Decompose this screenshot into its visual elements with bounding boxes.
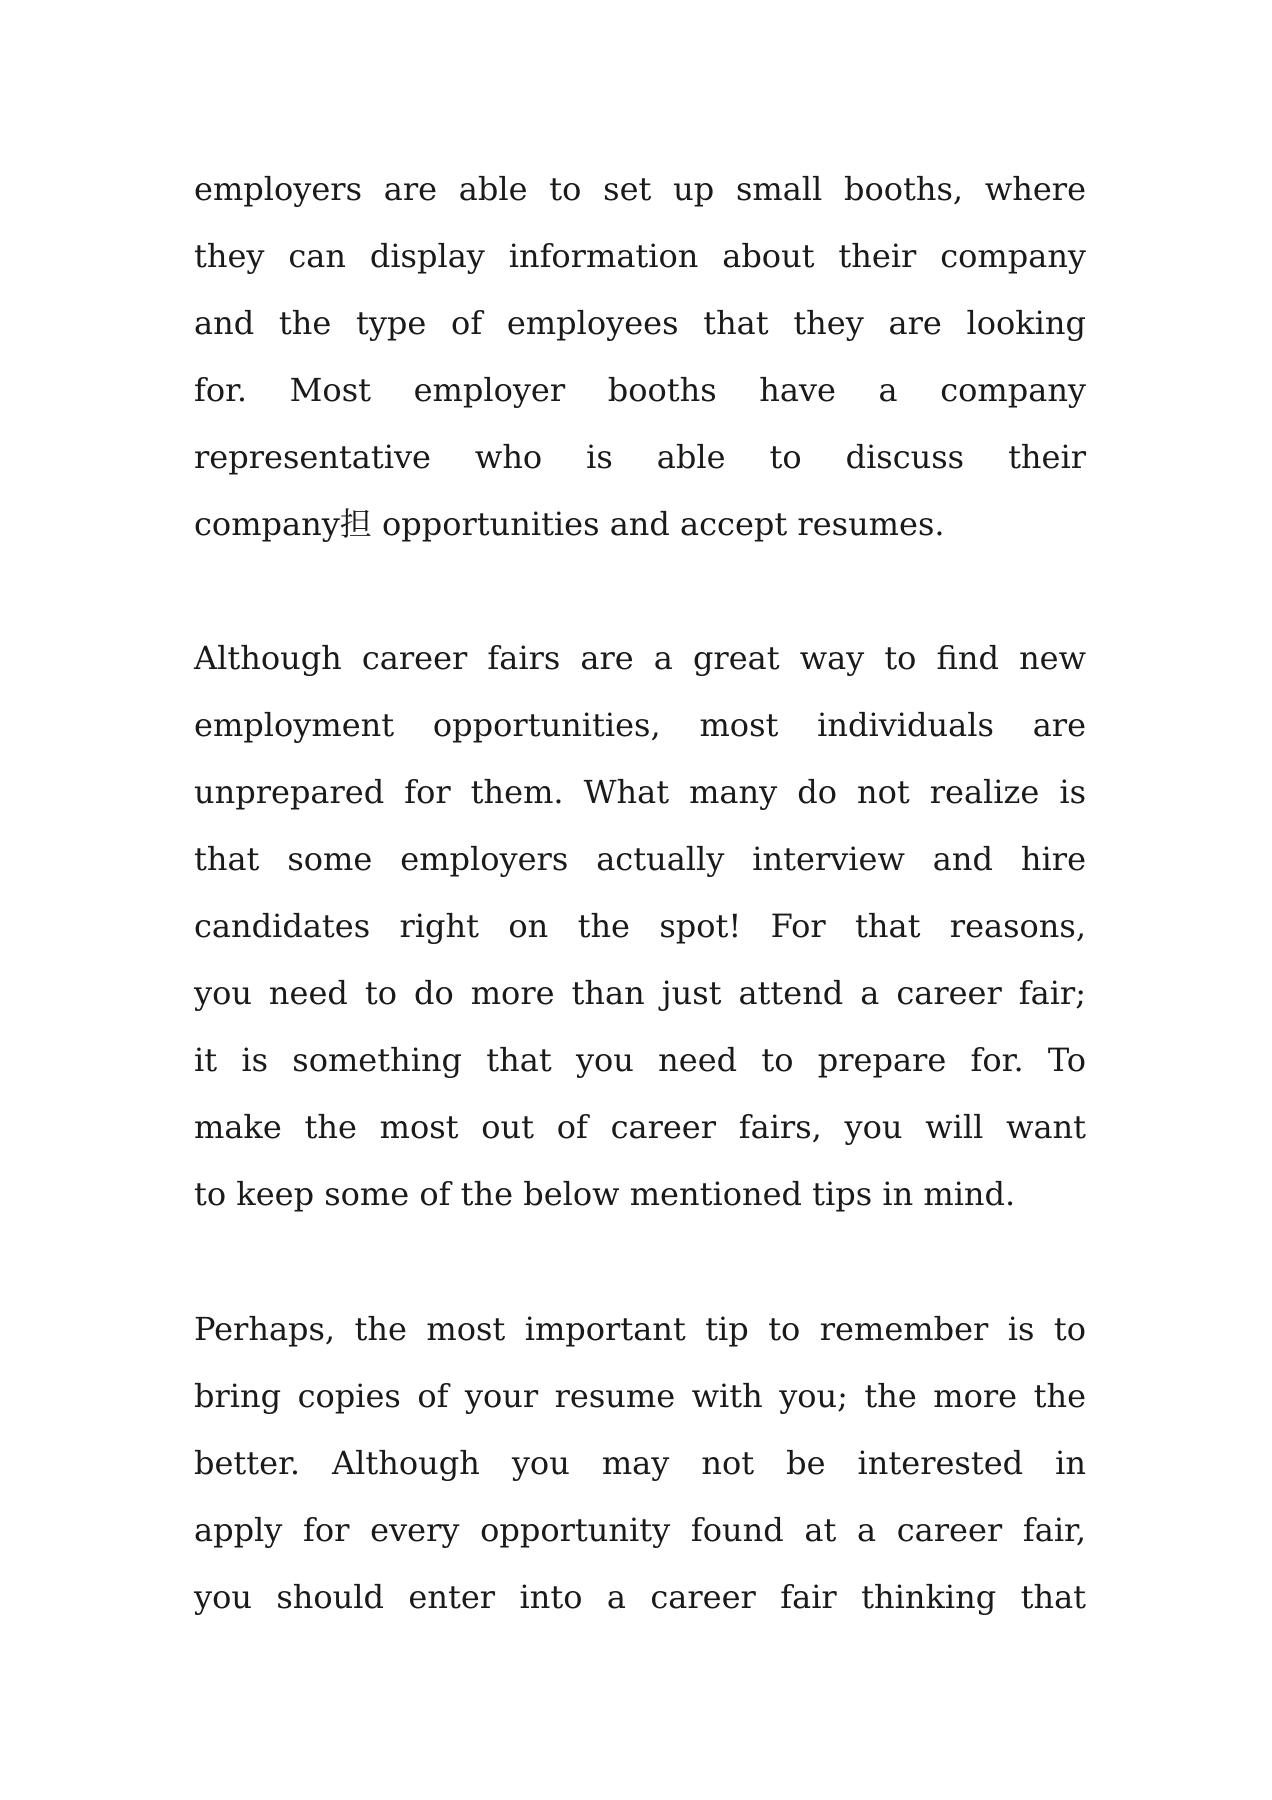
text-line: you should enter into a career fair thinking that [194, 1578, 1086, 1616]
text-line: it is something that you need to prepare for. To [194, 1041, 1086, 1079]
text-line: to keep some of the below mentioned tips in mind. [194, 1175, 1016, 1213]
text-line: you need to do more than just attend a career fair; [194, 974, 1086, 1012]
text-line: make the most out of career fairs, you will want [194, 1108, 1086, 1146]
text-line: bring copies of your resume with you; the more the [194, 1377, 1086, 1415]
text-line: employment opportunities, most individuals are [194, 706, 1086, 744]
paragraph-resume-tip [194, 1296, 1086, 1631]
text-line: representative who is able to discuss their [194, 438, 1086, 476]
text-line: employers are able to set up small booths, where [194, 170, 1086, 208]
text-line: unprepared for them. What many do not realize is [194, 773, 1086, 811]
text-line: that some employers actually interview and hire [194, 840, 1086, 878]
text-line: better. Although you may not be interested in [194, 1444, 1086, 1482]
text-line: Although career fairs are a great way to find new [194, 639, 1086, 677]
paragraph-booths [194, 156, 1086, 558]
text-line: apply for every opportunity found at a career fair, [194, 1511, 1086, 1549]
text-line: Perhaps, the most important tip to remember is to [194, 1310, 1086, 1348]
text-line: for. Most employer booths have a company [194, 371, 1086, 409]
text-line: company担 opportunities and accept resumes. [194, 505, 945, 543]
paragraph-preparation [194, 625, 1086, 1228]
text-line: candidates right on the spot! For that reasons, [194, 907, 1086, 945]
text-line: and the type of employees that they are looking [194, 304, 1086, 342]
text-line: they can display information about their company [194, 237, 1086, 275]
